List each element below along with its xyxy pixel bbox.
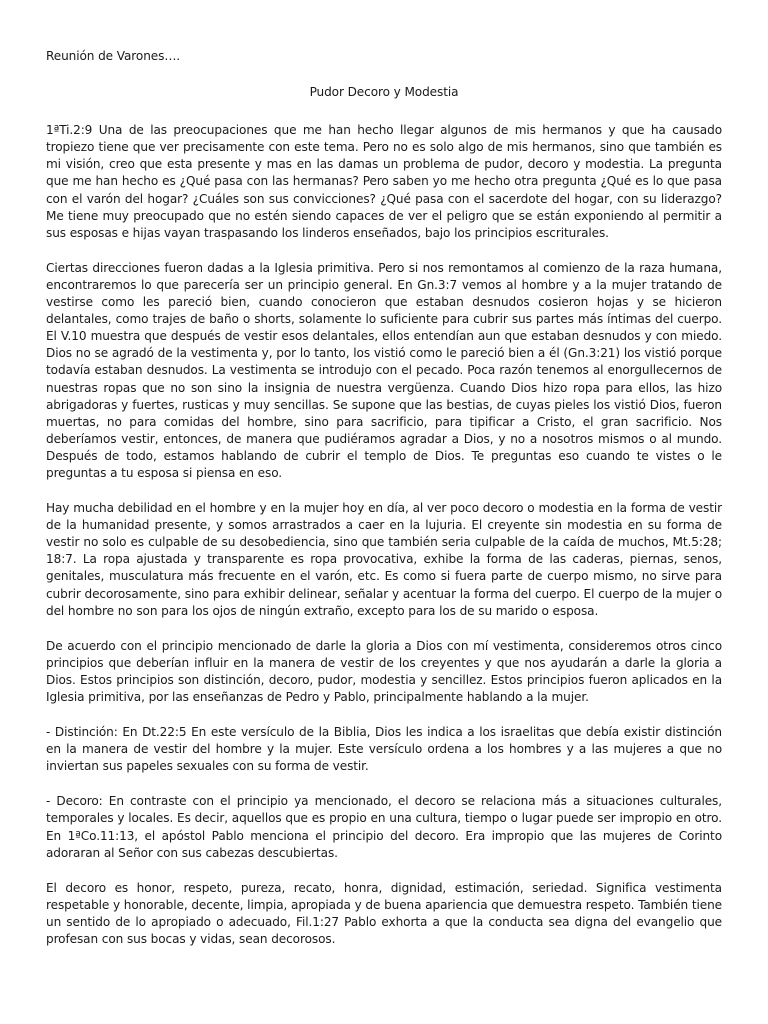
document-title: Pudor Decoro y Modestia bbox=[309, 85, 459, 100]
paragraph-principles: De acuerdo con el principio mencionado de darle la gloria a Dios con mí vestimenta, consideremos otros cinco principios que deberían influir en la manera de vestir de los creyentes y que nos ayudarán a darle la gloria a Dios. Estos principios son distinción, decoro, pudor, modestia y sencillez. Estos principios fueron aplicados en la Iglesia primitiva, por las enseñanzas de Pedro y Pablo, principalmente hablando a la mujer. bbox=[46, 638, 722, 704]
paragraph-weakness: Hay mucha debilidad en el hombre y en la mujer hoy en día, al ver poco decoro o modestia en la forma de vestir de la humanidad presente, y somos arrastrados a caer en la lujuria. El creyente sin modestia en su forma de vestir no solo es culpable de su desobediencia, sino que también seria culpable de la caída de muchos, Mt.5:28; 18:7. La ropa ajustada y transparente es ropa provocativa, exhibe la forma de las caderas, piernas, senos, genitales, musculatura más frecuente en el varón, etc. Es como si fuera parte de cuerpo mismo, no sirve para cubrir decorosamente, sino para exhibir delinear, señalar y acentuar la forma del cuerpo. El cuerpo de la mujer o del hombre no son para los ojos de ningún extraño, excepto para los de su marido o esposa. bbox=[46, 501, 722, 618]
paragraph-intro: 1ªTi.2:9 Una de las preocupaciones que me han hecho llegar algunos de mis hermanos y que ha causado tropiezo tiene que ver precisamente con este tema. Pero no es solo algo de mis hermanos, sino que también es mi visión, creo que esta presente y mas en las damas un problema de pudor, decoro y modestia. La pregunta que me han hecho es ¿Qué pasa con las hermanas? Pero saben yo me hecho otra pregunta ¿Qué es lo que pasa con el varón del hogar? ¿Cuáles son sus convicciones? ¿Qué pasa con el sacerdote del hogar, con su liderazgo? Me tiene muy preocupado que no estén siendo capaces de ver el peligro que se están exponiendo al permitir a sus esposas e hijas vayan traspasando los linderos enseñados, bajo los principios escriturales. bbox=[46, 123, 722, 240]
paragraph-decoro-meaning: El decoro es honor, respeto, pureza, recato, honra, dignidad, estimación, seriedad. Significa vestimenta respetable y honorable, decente, limpia, apropiada y de buena apariencia que demuestra respeto. También tiene un sentido de lo apropiado o adecuado, Fil.1:27 Pablo exhorta a que la conducta sea digna del evangelio que profesan con sus bocas y vidas, sean decorosos. bbox=[46, 880, 722, 947]
document-page bbox=[46, 48, 722, 966]
paragraph-decoro: - Decoro: En contraste con el principio ya mencionado, el decoro se relaciona más a situaciones culturales, temporales y locales. Es decir, aquellos que es propio en una cultura, tiempo o lugar puede ser impropio en otro. En 1ªCo.11:13, el apóstol Pablo menciona el principio del decoro. Era impropio que las mujeres de Corinto adoraran al Señor con sus cabezas descubiertas. bbox=[46, 794, 722, 860]
document-heading: Reunión de Varones…. bbox=[46, 49, 181, 63]
paragraph-distincion: - Distinción: En Dt.22:5 En este versículo de la Biblia, Dios les indica a los israelitas que debía existir distinción en la manera de vestir del hombre y la mujer. Este versículo ordena a los hombres y a las mujeres a que no inviertan sus papeles sexuales con su forma de vestir. bbox=[46, 725, 722, 774]
paragraph-genesis: Ciertas direcciones fueron dadas a la Iglesia primitiva. Pero si nos remontamos al comienzo de la raza humana, encontraremos lo que parecería ser un principio general. En Gn.3:7 vemos al hombre y a la mujer tratando de vestirse como les pareció bien, cuando conocieron que estaban desnudos cosieron hojas y se hicieron delantales, como trajes de baño o shorts, solamente lo suficiente para cubrir sus partes más íntimas del cuerpo. El V.10 muestra que después de vestir esos delantales, ellos entendían aun que estaban desnudos y con miedo. Dios no se agradó de la vestimenta y, por lo tanto, los vistió como le pareció bien a él (Gn.3:21) los vistió porque todavía estaban desnudos. La vestimenta se introdujo con el pecado. Poca razón tenemos al enorgullecernos de nuestras ropas que no son sino la insignia de nuestra vergüenza. Cuando Dios hizo ropa para ellos, las hizo abrigadoras y fuertes, rusticas y muy sencillas. Se supone que las bestias, de cuyas pieles los vistió Dios, fueron muertas, no para comidas del hombre, sino para sacrificio, para tipificar a Cristo, el gran sacrificio. Nos deberíamos vestir, entonces, de manera que pudiéramos agradar a Dios, y no a nosotros mismos o al mundo. Después de todo, estamos hablando de cubrir el templo de Dios. Te preguntas eso cuando te vistes o le preguntas a tu esposa si piensa en eso. bbox=[46, 260, 722, 480]
